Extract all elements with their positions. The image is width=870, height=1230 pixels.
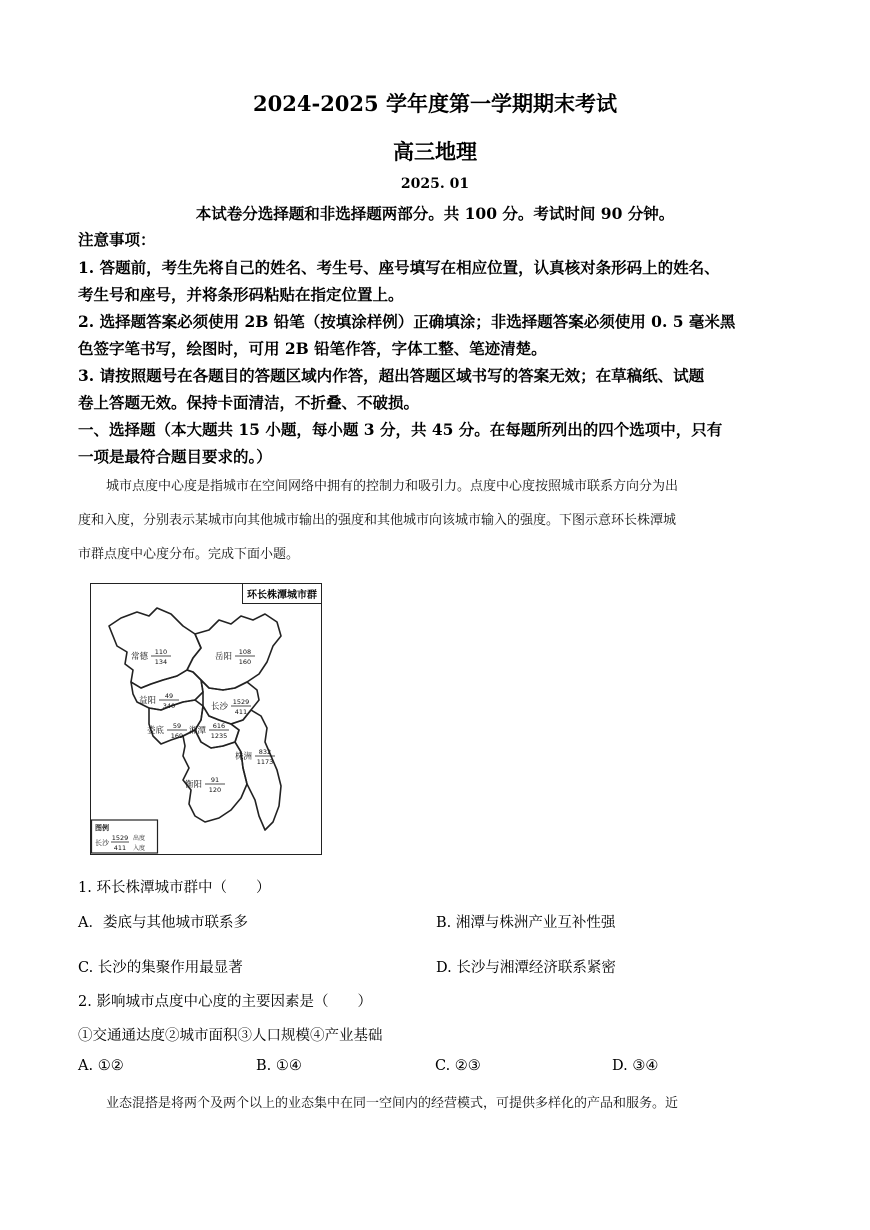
legend-in-label: 入度 xyxy=(133,845,146,852)
map-title: 环长株潭城市群 xyxy=(242,584,321,604)
city-name: 岳阳 xyxy=(214,652,232,662)
city-label-益阳 xyxy=(139,692,179,710)
notice-item-2-line-1: 2. 选择题答案必须使用 2B 铅笔（按填涂样例）正确填涂；非选择题答案必须使用 0. 5 毫米黑 xyxy=(78,312,736,331)
region-zhuzhou xyxy=(231,710,281,830)
legend-label: 图例 xyxy=(95,824,109,832)
legend-out-value: 1529 xyxy=(111,834,129,842)
city-name: 益阳 xyxy=(138,696,156,706)
city-in-degree: 1235 xyxy=(210,732,228,740)
city-label-岳阳 xyxy=(215,648,255,666)
region-yueyang xyxy=(187,614,281,690)
city-name: 长沙 xyxy=(210,702,228,712)
legend-out-label: 出度 xyxy=(133,835,146,842)
exam-subject: 高三地理 xyxy=(393,139,477,164)
city-out-degree: 59 xyxy=(172,722,182,730)
question-1-option-c[interactable]: C. 长沙的集聚作用最显著 xyxy=(78,960,243,976)
question-2-option-d[interactable]: D. ③④ xyxy=(612,1058,659,1074)
city-name: 常德 xyxy=(130,652,148,662)
city-label-长沙 xyxy=(211,698,251,716)
exam-date: 2025. 01 xyxy=(400,176,470,192)
passage-1-line-3: 市群点度中心度分布。完成下面小题。 xyxy=(78,547,300,562)
city-label-娄底 xyxy=(147,722,187,740)
question-2-stem: 2. 影响城市点度中心度的主要因素是（ ） xyxy=(78,994,372,1010)
city-out-degree: 49 xyxy=(164,692,174,700)
city-in-degree: 160 xyxy=(238,658,252,666)
question-2-factors: ①交通通达度②城市面积③人口规模④产业基础 xyxy=(78,1028,383,1044)
notice-item-2-line-2: 色签字笔书写，绘图时，可用 2B 铅笔作答，字体工整、笔迹清楚。 xyxy=(78,339,547,358)
question-1-option-a[interactable]: A．娄底与其他城市联系多 xyxy=(78,915,248,931)
city-group-map xyxy=(90,583,322,855)
city-in-degree: 134 xyxy=(154,658,168,666)
city-in-degree: 120 xyxy=(208,786,222,794)
city-name: 湘潭 xyxy=(188,726,206,736)
city-name: 株洲 xyxy=(234,752,252,762)
question-2-option-b[interactable]: B. ①④ xyxy=(256,1058,302,1074)
city-in-degree: 411 xyxy=(234,708,248,716)
city-out-degree: 616 xyxy=(212,722,226,730)
city-out-degree: 108 xyxy=(238,648,252,656)
notice-item-1-line-2: 考生号和座号，并将条形码粘贴在指定位置上。 xyxy=(78,285,404,304)
city-label-湘潭 xyxy=(189,722,229,740)
city-name: 娄底 xyxy=(146,726,164,736)
section-heading-line-2: 一项是最符合题目要求的。） xyxy=(78,447,272,466)
city-out-degree: 110 xyxy=(154,648,168,656)
question-1-stem: 1. 环长株潭城市群中（ ） xyxy=(78,880,271,896)
map-regions xyxy=(91,584,321,854)
city-in-degree: 1173 xyxy=(256,758,274,766)
city-label-常德 xyxy=(131,648,171,666)
city-out-degree: 1529 xyxy=(232,698,250,706)
passage-2-line-1: 业态混搭是将两个及两个以上的业态集中在同一空间内的经营模式，可提供多样化的产品和服务。近 xyxy=(106,1096,679,1111)
city-in-degree: 340 xyxy=(162,702,176,710)
question-2-option-c[interactable]: C. ②③ xyxy=(435,1058,481,1074)
legend-city: 长沙 xyxy=(95,839,109,847)
city-out-degree: 832 xyxy=(258,748,272,756)
question-1-option-b[interactable]: B. 湘潭与株洲产业互补性强 xyxy=(436,915,616,931)
section-heading-line-1: 一、选择题（本大题共 15 小题，每小题 3 分，共 45 分。在每题所列出的四个选项中，只有 xyxy=(78,420,723,439)
passage-1-line-1: 城市点度中心度是指城市在空间网络中拥有的控制力和吸引力。点度中心度按照城市联系方向分为出 xyxy=(106,479,679,494)
notice-item-3-line-1: 3. 请按照题号在各题目的答题区域内作答，超出答题区域书写的答案无效；在草稿纸、试题 xyxy=(78,366,705,385)
notice-item-1-line-1: 1. 答题前，考生先将自己的姓名、考生号、座号填写在相应位置，认真核对条形码上的姓名、 xyxy=(78,258,720,277)
city-out-degree: 91 xyxy=(210,776,220,784)
question-2-option-a[interactable]: A. ①② xyxy=(78,1058,124,1074)
region-changsha xyxy=(201,680,259,724)
city-in-degree: 169 xyxy=(170,732,184,740)
notice-heading: 注意事项： xyxy=(78,230,156,249)
question-1-option-d[interactable]: D. 长沙与湘潭经济联系紧密 xyxy=(436,960,616,976)
exam-title: 2024-2025 学年度第一学期期末考试 xyxy=(253,91,617,116)
passage-1-line-2: 度和入度，分别表示某城市向其他城市输出的强度和其他城市向该城市输入的强度。下图示意环长株潭城 xyxy=(78,513,677,528)
notice-item-3-line-2: 卷上答题无效。保持卡面清洁，不折叠、不破损。 xyxy=(78,393,420,412)
legend-in-value: 411 xyxy=(113,844,127,852)
city-name: 衡阳 xyxy=(184,780,202,790)
exam-info: 本试卷分选择题和非选择题两部分。共 100 分。考试时间 90 分钟。 xyxy=(195,204,675,223)
